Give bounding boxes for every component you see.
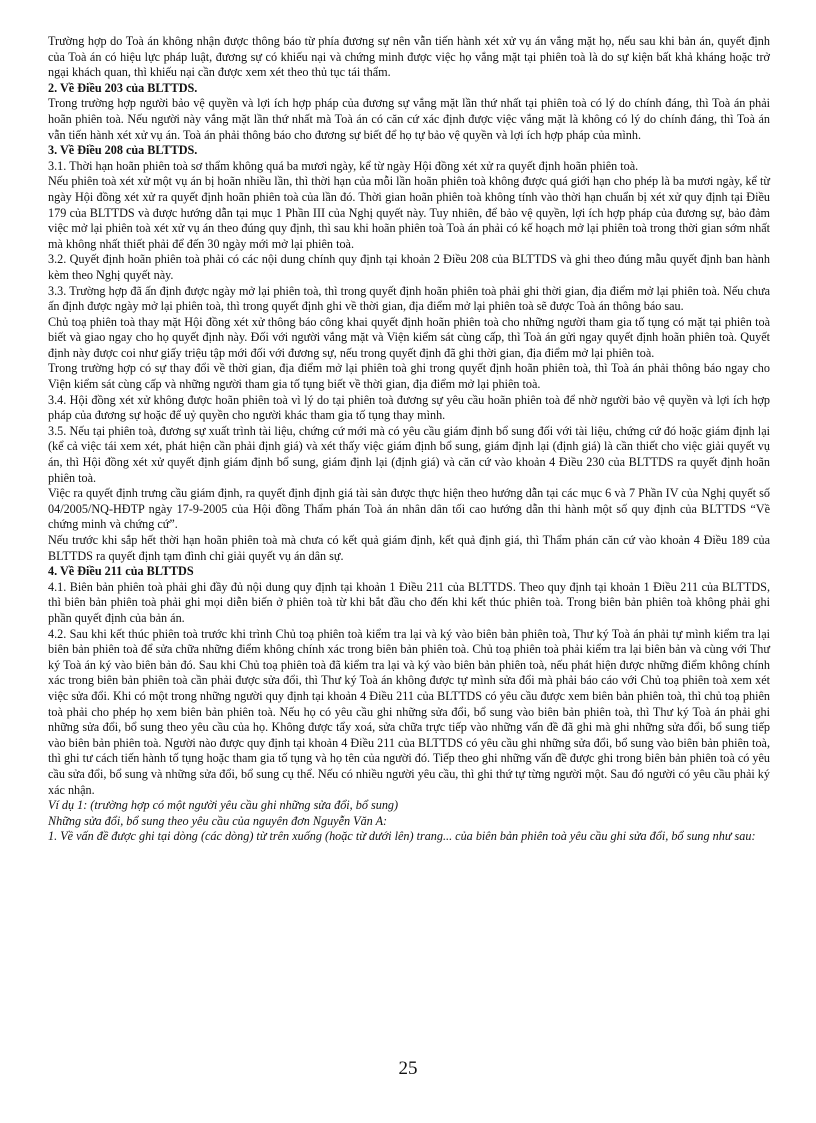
document-page bbox=[48, 34, 770, 845]
page-number: 25 bbox=[398, 1058, 418, 1079]
paragraph: Chủ toạ phiên toà thay mặt Hội đồng xét xử thông báo công khai quyết định hoãn phiên toà cho những người tham gia tố tụng có mặt tại phiên toà biết và giao ngay cho họ quyết định này. Đối với người vắng mặt và Viện kiểm sát cùng cấp, thì Toà án gửi ngay quyết định hoãn phiên toà. Quyết định này được coi như giấy triệu tập mới đối với đương sự, nếu trong quyết định đã ghi thời gian, địa điểm mở lại phiên toà. bbox=[48, 314, 770, 360]
paragraph: Nếu phiên toà xét xử một vụ án bị hoãn nhiều lần, thì thời hạn của mỗi lần hoãn phiên toà không được quá giới hạn cho phép là ba mươi ngày, kể từ ngày Hội đồng xét xử ra quyết định hoãn phiên toà của lần đó. Thời gian hoãn phiên toà không tính vào thời hạn chuẩn bị xét xử quy định tại Điều 179 của BLTTDS và được hướng dẫn tại mục 1 Phần III của Nghị quyết này. Tuy nhiên, để bảo vệ quyền, lợi ích hợp pháp của đương sự, bảo đảm việc mở lại phiên toà xét xử vụ án theo đúng quy định, thì sau khi hoãn phiên toà Toà án phải có kế hoạch mở lại phiên toà trong thời gian sớm nhất mà không nhất thiết phải để đến 30 ngày mới mở lại phiên toà. bbox=[48, 174, 770, 251]
example-paragraph: Những sửa đổi, bổ sung theo yêu cầu của nguyên đơn Nguyễn Văn A: bbox=[48, 813, 388, 828]
paragraph: Trường hợp do Toà án không nhận được thông báo từ phía đương sự nên vẫn tiến hành xét xử vụ án vắng mặt họ, nếu sau khi bản án, quyết định của Toà án có hiệu lực pháp luật, đương sự có khiếu nại và chứng minh được việc họ vắng mặt tại phiên toà là do sự kiện bất khả kháng hoặc trở ngại khách quan, thì khiếu nại cần được xem xét theo thủ tục tái thẩm. bbox=[48, 34, 770, 80]
paragraph: 3.5. Nếu tại phiên toà, đương sự xuất trình tài liệu, chứng cứ mới mà có yêu cầu giám định bổ sung đối với tài liệu, chứng cứ đó hoặc giám định lại (kể cả việc tái xem xét, phát hiện cần phải định giá) và xét thấy việc giám định bổ sung, giám định lại (định giá) là cần thiết cho việc giải quyết vụ án, thì Hội đồng xét xử quyết định giám định bổ sung, giám định lại (định giá) và căn cứ vào khoản 4 Điều 230 của BLTTDS ra quyết định hoãn phiên toà. bbox=[48, 423, 770, 485]
paragraph: 3.3. Trường hợp đã ấn định được ngày mở lại phiên toà, thì trong quyết định hoãn phiên toà phải ghi thời gian, địa điểm mở lại phiên toà. Nếu chưa ấn định được ngày mở lại phiên toà, thì trong quyết định ghi về thời gian, địa điểm mở lại phiên toà sẽ được Toà án thông báo sau. bbox=[48, 283, 770, 314]
paragraph: 3.1. Thời hạn hoãn phiên toà sơ thẩm không quá ba mươi ngày, kể từ ngày Hội đồng xét xử ra quyết định hoãn phiên toà. bbox=[48, 158, 639, 173]
section-heading-dieu-208: 3. Về Điều 208 của BLTTDS. bbox=[48, 143, 198, 158]
paragraph: Việc ra quyết định trưng cầu giám định, ra quyết định định giá tài sản được thực hiện theo hướng dẫn tại các mục 6 và 7 Phần IV của Nghị quyết số 04/2005/NQ-HĐTP ngày 17-9-2005 của Hội đồng Thẩm phán Toà án nhân dân tối cao hướng dẫn thi hành một số quy định của BLTTDS “Về chứng minh và chứng cứ”. bbox=[48, 486, 770, 532]
paragraph: 4.1. Biên bản phiên toà phải ghi đầy đủ nội dung quy định tại khoản 1 Điều 211 của BLTTDS. Theo quy định tại khoản 1 Điều 211 của BLTTDS, thì biên bản phiên toà phải ghi mọi diễn biến ở phiên toà từ khi bắt đầu cho đến khi kết thúc phiên toà. Trong biên bản phiên toà không phải ghi phần quyết định của bản án. bbox=[48, 579, 770, 625]
paragraph: 3.2. Quyết định hoãn phiên toà phải có các nội dung chính quy định tại khoản 2 Điều 208 của BLTTDS và ghi theo đúng mẫu quyết định ban hành kèm theo Nghị quyết này. bbox=[48, 252, 770, 282]
paragraph: 3.4. Hội đồng xét xử không được hoãn phiên toà vì lý do tại phiên toà đương sự yêu cầu hoãn phiên toà để nhờ người bảo vệ quyền và lợi ích hợp pháp của đương sự hoặc để uỷ quyền cho người khác tham gia tố tụng thay mình. bbox=[48, 392, 770, 423]
section-heading-dieu-211: 4. Về Điều 211 của BLTTDS bbox=[48, 564, 194, 579]
paragraph: Nếu trước khi sắp hết thời hạn hoãn phiên toà mà chưa có kết quả giám định, kết quả định giá, thì Thẩm phán căn cứ vào khoản 4 Điều 189 của BLTTDS ra quyết định tạm đình chỉ giải quyết vụ án dân sự. bbox=[48, 533, 770, 563]
example-paragraph: Ví dụ 1: (trường hợp có một người yêu cầu ghi những sửa đổi, bổ sung) bbox=[48, 798, 399, 813]
example-paragraph: 1. Về vấn đề được ghi tại dòng (các dòng) từ trên xuống (hoặc từ dưới lên) trang... của biên bản phiên toà yêu cầu ghi sửa đổi, bổ sung như sau: bbox=[48, 829, 756, 844]
paragraph: Trong trường hợp người bảo vệ quyền và lợi ích hợp pháp của đương sự vắng mặt lần thứ nhất tại phiên toà có lý do chính đáng, thì Toà án phải hoãn phiên toà. Nếu người này vắng mặt lần thứ nhất mà Toà án có căn cứ xác định được việc vắng mặt là không có lý do chính đáng, thì Toà án vẫn tiến hành xét xử vụ án. Toà án phải thông báo cho đương sự biết để họ tự bảo vệ quyền và lợi ích hợp pháp của mình. bbox=[48, 96, 770, 142]
paragraph: 4.2. Sau khi kết thúc phiên toà trước khi trình Chủ toạ phiên toà kiểm tra lại và ký vào biên bản phiên toà, Thư ký Toà án phải tự mình kiểm tra lại biên bản phiên toà để sửa chữa những điểm không chính xác trong biên bản phiên toà. Chủ toạ phiên toà phải kiểm tra lại biên bản và cùng với Thư ký Toà án ký vào biên bản đó. Sau khi Chủ toạ phiên toà đã kiểm tra lại và ký vào biên bản phiên toà, nếu phát hiện được những điểm không chính xác trong biên bản phiên toà cần phải được sửa đổi, thì Thư ký Toà án không được tự mình sửa đổi mà phải báo cáo với Chủ toạ phiên toà xem xét việc sửa đổi. Khi có một trong những người quy định tại khoản 4 Điều 211 của BLTTDS có yêu cầu được xem biên bản phiên toà, thì chủ toạ phiên toà phải cho phép họ xem biên bản phiên toà. Nếu họ có yêu cầu ghi những sửa đổi, bổ sung vào biên bản phiên toà, thì Thư ký Toà án phải ghi những sửa đổi, bổ sung theo yêu cầu của họ. Không được tẩy xoá, sửa chữa trực tiếp vào những vấn đề đã ghi mà ghi những sửa đổi, bổ sung tiếp vào biên bản phiên toà. Người nào được quy định tại khoản 4 Điều 211 của BLTTDS có yêu cầu ghi những sửa đổi, bổ sung vào biên bản phiên toà, thì ghi tư cách tiến hành tố tụng hoặc tham gia tố tụng và họ tên của người đó. Tiếp theo ghi những vấn đề được ghi trong biên bản phiên toà có yêu cầu sửa đổi, bổ sung và những sửa đổi, bổ sung cụ thể. Nếu có nhiều người yêu cầu, thì ghi thứ tự từng người một. Sau đó người có yêu cầu phải ký xác nhận. bbox=[48, 626, 770, 797]
paragraph: Trong trường hợp có sự thay đổi về thời gian, địa điểm mở lại phiên toà ghi trong quyết định hoãn phiên toà, thì Toà án phải thông báo ngay cho Viện kiểm sát cùng cấp và những người tham gia tố tụng biết về thời gian, địa điểm mở lại phiên toà. bbox=[48, 361, 770, 392]
section-heading-dieu-203: 2. Về Điều 203 của BLTTDS. bbox=[48, 80, 198, 95]
